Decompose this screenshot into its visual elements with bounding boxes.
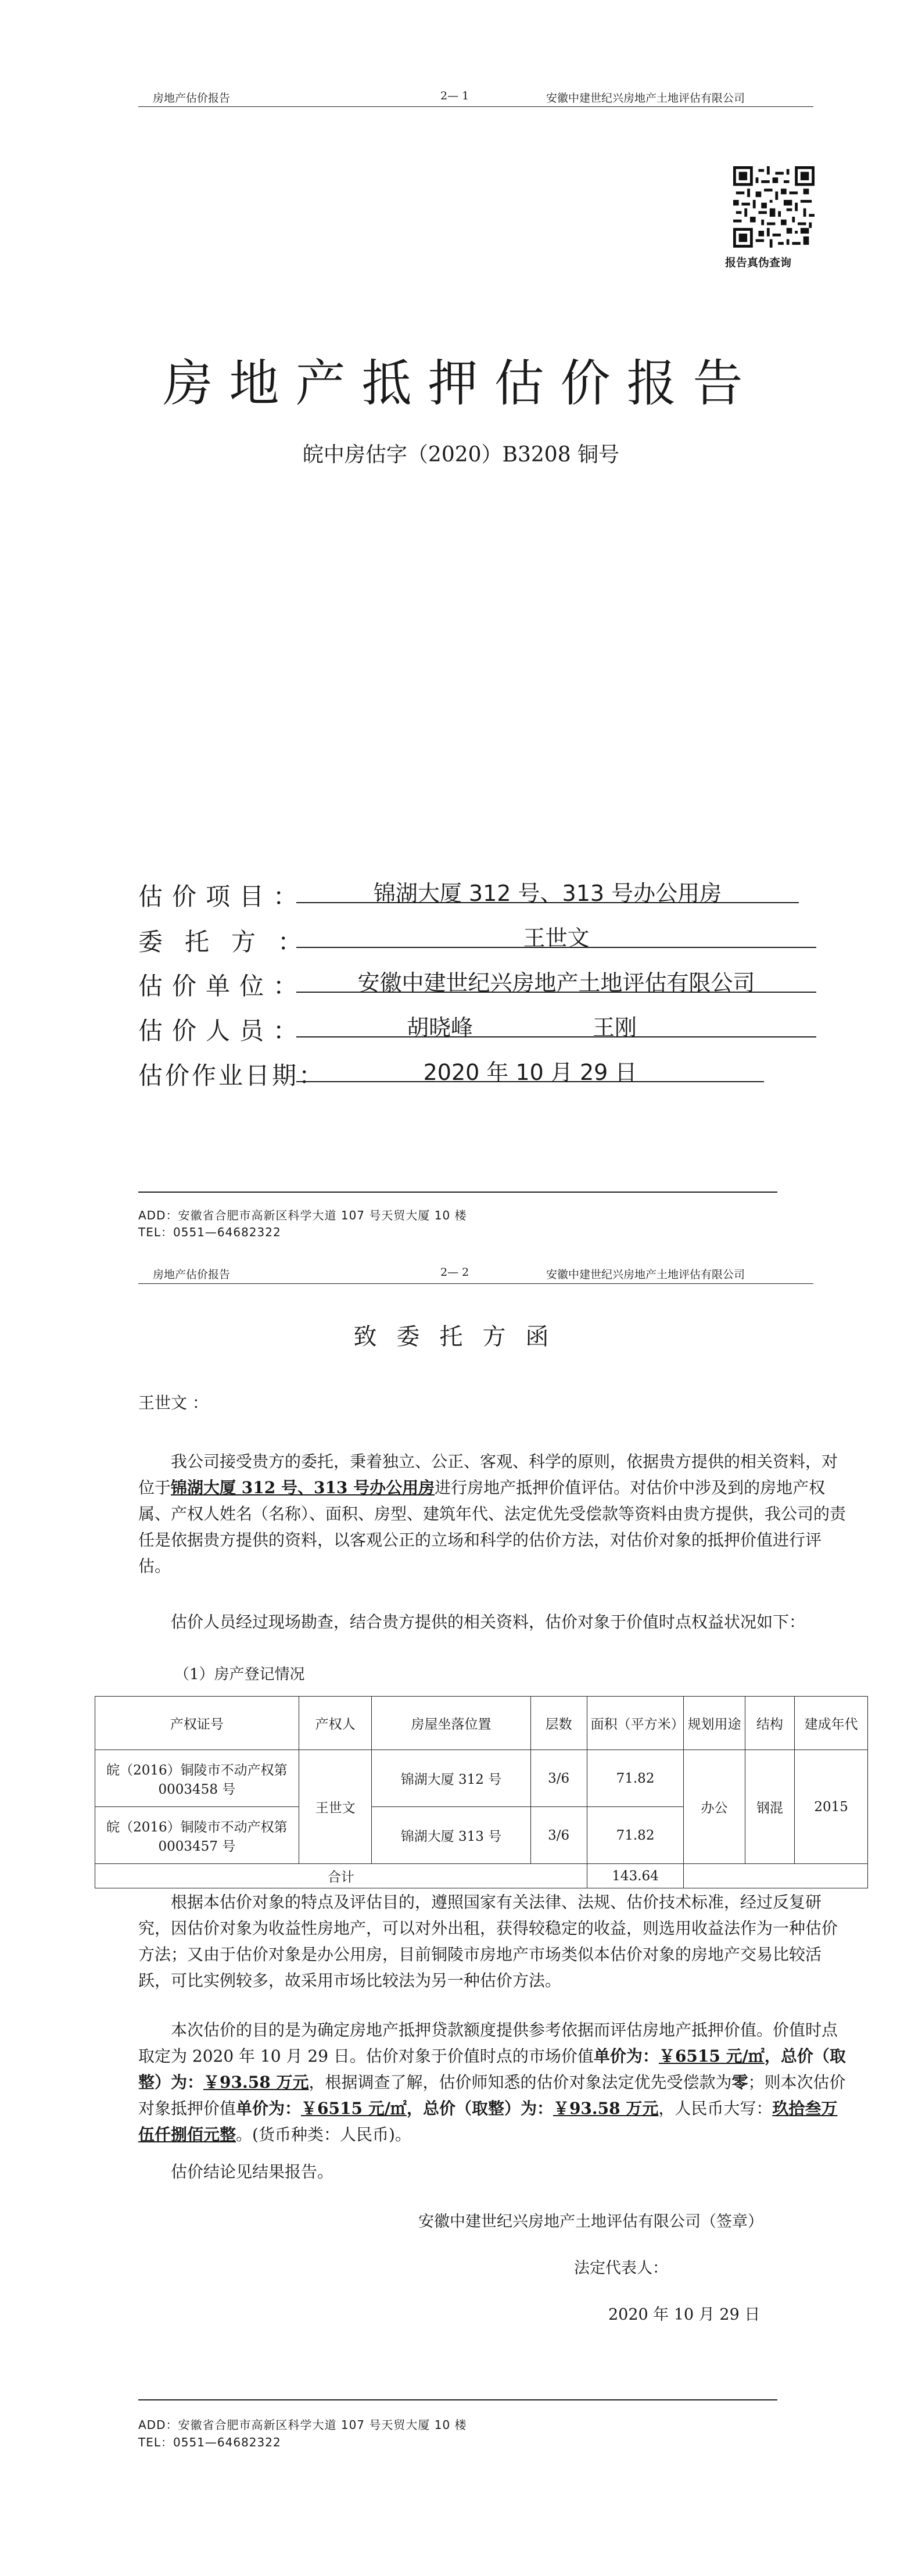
registration-table (95, 1696, 868, 1888)
table-header: 层数 (530, 1697, 587, 1750)
mortgage-total-price-label: ，总价（取整）为： (406, 2099, 553, 2118)
header-left: 房地产估价报告 (153, 1268, 231, 1281)
field-label-appraiser-unit: 估价单位： (138, 972, 307, 1000)
paragraph-conclusion: 估价结论见结果报告。 (171, 2162, 334, 2181)
table-header: 产权人 (299, 1697, 372, 1750)
footer-rule (138, 2399, 777, 2400)
footer-address: ADD：安徽省合肥市高新区科学大道 107 号天贸大厦 10 楼 (138, 1208, 467, 1222)
field-label-client: 委托方： (138, 928, 325, 956)
field-value-project: 锦湖大厦 312 号、313 号办公用房 (373, 881, 722, 906)
priority-claim-value: 零 (731, 2073, 748, 2092)
area: 71.82 (587, 1807, 684, 1864)
footer-rule (138, 1192, 777, 1193)
valuation-text-3: ；则本次估价对象抵押价值 (138, 2073, 846, 2118)
table-header: 面积（平方米） (587, 1697, 684, 1750)
property-name: 锦湖大厦 312 号、313 号办公用房 (171, 1478, 435, 1497)
field-label-appraisers: 估价人员： (138, 1017, 307, 1045)
rmb-amount-words: 玖拾叁万伍仟捌佰元整 (138, 2099, 838, 2144)
structure: 钢混 (745, 1750, 795, 1864)
field-line-project (296, 875, 799, 906)
header-company: 安徽中建世纪兴房地产土地评估有限公司 (546, 1268, 745, 1281)
mortgage-total-price: ￥93.58 万元 (553, 2099, 659, 2118)
field-value-appraiser-1: 胡晓峰 (407, 1015, 473, 1040)
document-number: 皖中房估字（2020）B3208 铜号 (302, 443, 620, 467)
table-header: 产权证号 (95, 1697, 299, 1750)
footer-address: ADD：安徽省合肥市高新区科学大道 107 号天贸大厦 10 楼 (138, 2418, 467, 2432)
cert-number: 皖（2016）铜陵市不动产权第 0003457 号 (95, 1807, 299, 1864)
header-page-number: 2— 2 (440, 1266, 469, 1279)
field-label-project: 估价项目： (138, 882, 307, 911)
field-label-date: 估价作业日期： (138, 1061, 326, 1090)
total-price-label: ，总价（取整）为： (138, 2047, 846, 2092)
valuation-text-2: ，根据调查了解，估价师知悉的估价对象法定优先受偿款为 (308, 2073, 732, 2092)
header-page-number: 2— 1 (440, 90, 469, 102)
cert-number: 皖（2016）铜陵市不动产权第 0003458 号 (95, 1750, 299, 1807)
header-rule (138, 106, 813, 107)
total-area: 143.64 (587, 1864, 684, 1888)
report-title: 房地产抵押估价报告 (163, 355, 759, 413)
header-left: 房地产估价报告 (153, 92, 231, 105)
rmb-label: ，人民币大写： (658, 2099, 773, 2118)
field-line-date (296, 1054, 764, 1085)
header-rule (138, 1283, 813, 1284)
header-company: 安徽中建世纪兴房地产土地评估有限公司 (546, 92, 745, 105)
paragraph-inspection: 估价人员经过现场勘查，结合贵方提供的相关资料，估价对象于价值时点权益状况如下： (171, 1612, 806, 1632)
table-header: 房屋坐落位置 (372, 1697, 530, 1750)
floors: 3/6 (530, 1807, 587, 1864)
total-empty (684, 1864, 868, 1888)
mortgage-unit-price: ￥6515 元/㎡ (301, 2099, 407, 2118)
market-total-price: ￥93.58 万元 (203, 2073, 309, 2092)
table-header: 建成年代 (795, 1697, 868, 1750)
salutation: 王世文 ： (138, 1393, 209, 1412)
paragraph-engagement (138, 1448, 847, 1579)
field-line-appraisers (296, 1010, 816, 1040)
mortgage-unit-price-label: 单价为： (236, 2099, 302, 2118)
area: 71.82 (587, 1750, 684, 1807)
owner-name: 王世文 (299, 1750, 372, 1864)
qr-code-icon[interactable] (733, 166, 815, 248)
planned-use: 办公 (684, 1750, 745, 1864)
total-label: 合计 (95, 1864, 587, 1888)
signature-date: 2020 年 10 月 29 日 (608, 2306, 760, 2324)
signature-company: 安徽中建世纪兴房地产土地评估有限公司（签章） (418, 2213, 763, 2231)
floors: 3/6 (530, 1750, 587, 1807)
built-year: 2015 (795, 1750, 868, 1864)
paragraph-engagement-text-c: 进行房地产抵押价值评估。对估价中涉及到的房地产权属、产权人姓名（名称）、面积、房型、建筑年代、法定优先受偿款等资料由贵方提供，我公司的责任是依据贵方提供的资料，以客观公正的立场和科学的估价方法，对估价对象的抵押价值进行评估。 (138, 1478, 846, 1576)
paragraph-engagement-text-a: 我公司接受贵方的委托，秉着独立、公正、客观、科学的原则，依据贵方提供的相关资料，对位于 (138, 1452, 838, 1497)
legal-representative: 法定代表人： (574, 2259, 668, 2277)
field-value-client: 王世文 (523, 925, 590, 951)
letter-title: 致委托方函 (353, 1323, 569, 1350)
currency-note: 。(货币种类：人民币)。 (236, 2125, 411, 2144)
field-line-client (296, 920, 816, 951)
paragraph-methods: 根据本估价对象的特点及评估目的，遵照国家有关法律、法规、估价技术标准，经过反复研究，因估价对象为收益性房地产，可以对外出租，获得较稳定的收益，则选用收益法作为一种估价方法；又由于估价对象是办公用房，目前铜陵市房地产市场类似本估价对象的房地产交易比较活跃，可比实例较多，故采用市场比较法为另一种估价方法。 (138, 1892, 838, 1990)
table-total-row (95, 1864, 868, 1888)
section-label-registration: （1）房产登记情况 (174, 1666, 305, 1683)
table-header: 规划用途 (684, 1697, 745, 1750)
location: 锦湖大厦 312 号 (372, 1750, 530, 1807)
footer-tel: TEL：0551—64682322 (138, 2435, 281, 2449)
field-value-appraiser-2: 王刚 (593, 1015, 637, 1040)
market-unit-price: ￥6515 元/㎡ (658, 2047, 765, 2066)
footer-tel: TEL：0551—64682322 (138, 1225, 281, 1239)
field-line-appraiser-unit (296, 965, 816, 996)
valuation-text-1: 本次估价的目的是为确定房地产抵押贷款额度提供参考依据而评估房地产抵押价值。价值时点取定为 2020 年 10 月 29 日。估价对象于价值时点的市场价值 (138, 2020, 838, 2066)
location: 锦湖大厦 313 号 (372, 1807, 530, 1864)
unit-price-label: 单价为： (593, 2047, 659, 2066)
table-row (95, 1750, 868, 1807)
table-header: 结构 (745, 1697, 795, 1750)
paragraph-valuation (138, 2017, 847, 2148)
field-value-date: 2020 年 10 月 29 日 (423, 1060, 637, 1085)
qr-caption: 报告真伪查询 (725, 256, 792, 269)
field-value-appraiser-unit: 安徽中建世纪兴房地产土地评估有限公司 (357, 970, 755, 996)
